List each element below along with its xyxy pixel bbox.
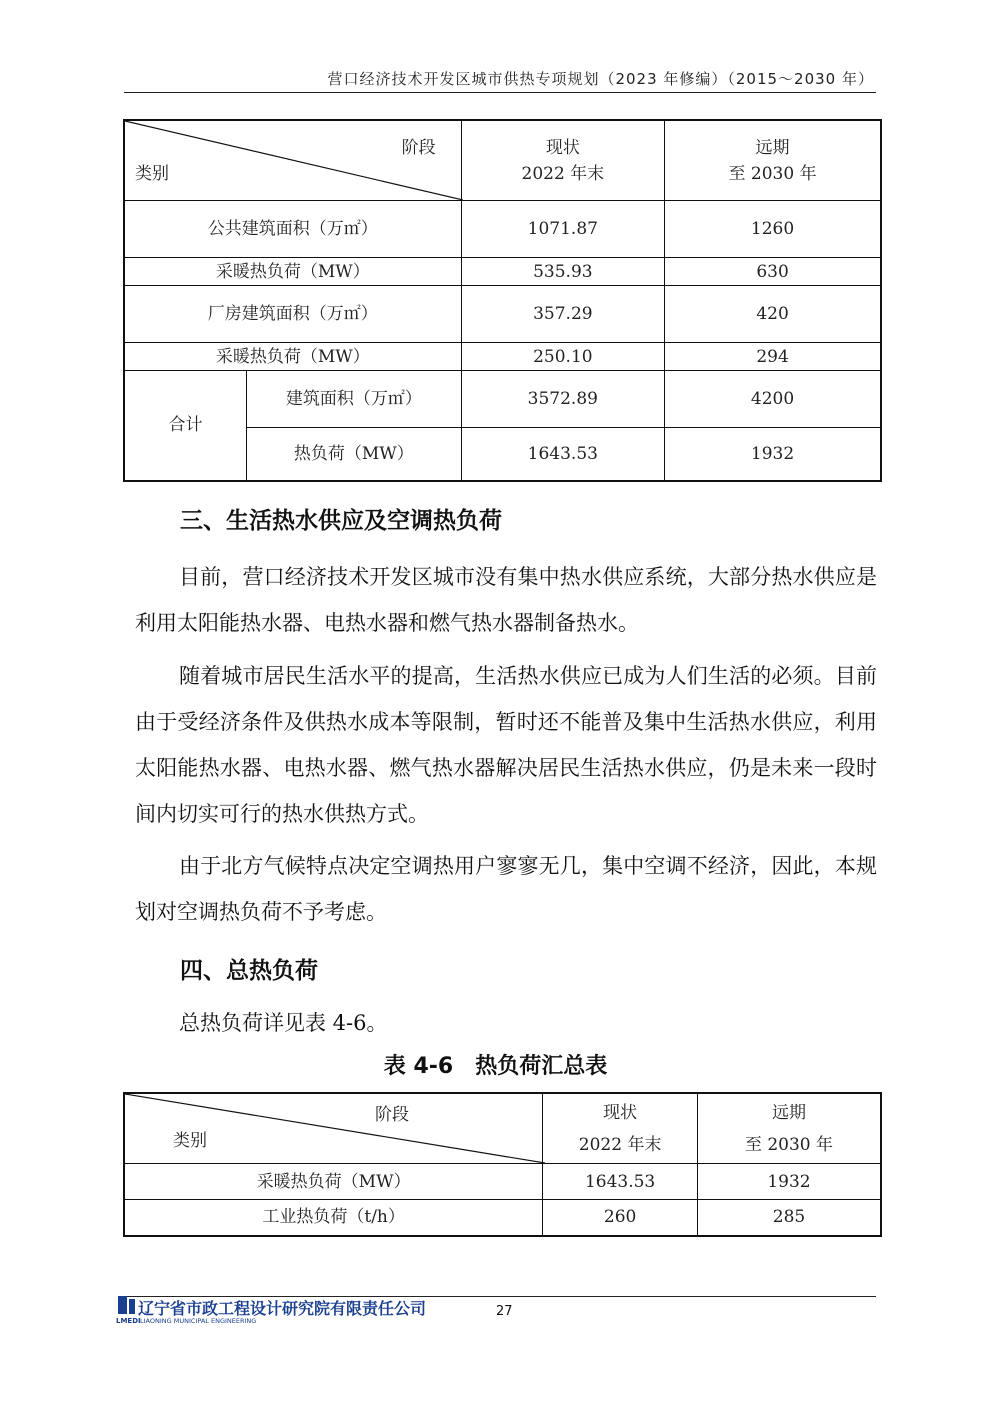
paragraph: 由于北方气候特点决定空调热用户寥寥无几，集中空调不经济，因此，本规划对空调热负荷不予考虑。 bbox=[135, 854, 877, 924]
section-heading-4: 四、总热负荷 bbox=[180, 958, 318, 984]
row-label: 采暖热负荷（MW） bbox=[124, 258, 461, 286]
header-divider bbox=[124, 92, 876, 93]
row-label: 公共建筑面积（万㎡） bbox=[124, 201, 461, 258]
company-name-en: LIAONING MUNICIPAL ENGINEERING bbox=[140, 1317, 257, 1325]
column-header-future-line1: 远期 bbox=[755, 137, 790, 158]
table-caption: 表 4-6 热负荷汇总表 bbox=[383, 1054, 608, 1079]
page-number: 27 bbox=[496, 1304, 513, 1319]
section-heading-3: 三、生活热水供应及空调热负荷 bbox=[180, 508, 502, 534]
column-header-future-line1: 远期 bbox=[771, 1102, 806, 1123]
paragraph: 总热负荷详见表 4-6。 bbox=[179, 1011, 388, 1035]
row-label: 建筑面积（万㎡） bbox=[247, 371, 461, 428]
row-label: 采暖热负荷（MW） bbox=[124, 1164, 543, 1200]
stage-label: 阶段 bbox=[401, 138, 436, 158]
table-row bbox=[124, 343, 881, 371]
category-label: 类别 bbox=[135, 164, 169, 184]
column-header-current-line2: 2022 年末 bbox=[521, 163, 605, 184]
logo-mark-text: LMEDI bbox=[116, 1317, 141, 1325]
paragraph: 随着城市居民生活水平的提高，生活热水供应已成为人们生活的必须。目前由于受经济条件及供热水成本等限制，暂时还不能普及集中生活热水供应，利用太阳能热水器、电热水器、燃气热水器解决居民生活热水供应，仍是未来一段时间内切实可行的热水供热方式。 bbox=[135, 664, 877, 826]
row-label: 工业热负荷（t/h） bbox=[124, 1200, 543, 1236]
heat-load-summary-table bbox=[123, 1092, 882, 1237]
running-header: 营口经济技术开发区城市供热专项规划（2023 年修编）（2015～2030 年） bbox=[327, 70, 874, 88]
category-label: 类别 bbox=[173, 1131, 207, 1151]
row-label: 热负荷（MW） bbox=[247, 428, 461, 481]
column-header-future-line2: 至 2030 年 bbox=[744, 1134, 834, 1155]
cell-current: 1071.87 bbox=[461, 201, 665, 258]
paragraph: 目前，营口经济技术开发区城市没有集中热水供应系统，大部分热水供应是利用太阳能热水器、电热水器和燃气热水器制备热水。 bbox=[135, 565, 877, 635]
column-header-future bbox=[697, 1093, 881, 1164]
cell-future: 285 bbox=[697, 1200, 881, 1236]
table-row bbox=[124, 286, 881, 343]
cell-current: 3572.89 bbox=[461, 371, 665, 428]
column-header-future bbox=[665, 120, 881, 201]
column-header-current-line2: 2022 年末 bbox=[578, 1134, 662, 1155]
stage-label: 阶段 bbox=[375, 1105, 409, 1125]
cell-current: 535.93 bbox=[461, 258, 665, 286]
cell-future: 1932 bbox=[697, 1164, 881, 1200]
column-header-current-line1: 现状 bbox=[545, 137, 580, 158]
company-name: 辽宁省市政工程设计研究院有限责任公司 bbox=[138, 1299, 427, 1318]
table-row bbox=[124, 371, 881, 428]
company-logo bbox=[116, 1296, 446, 1326]
column-header-future-line2: 至 2030 年 bbox=[728, 163, 817, 184]
table-row bbox=[124, 258, 881, 286]
total-label: 合计 bbox=[124, 371, 247, 481]
table-row bbox=[124, 1164, 881, 1200]
cell-future: 1932 bbox=[665, 428, 881, 481]
cell-current: 1643.53 bbox=[543, 1164, 698, 1200]
cell-current: 250.10 bbox=[461, 343, 665, 371]
row-label: 采暖热负荷（MW） bbox=[124, 343, 461, 371]
cell-current: 357.29 bbox=[461, 286, 665, 343]
cell-future: 1260 bbox=[665, 201, 881, 258]
table2-diagonal-header bbox=[124, 1093, 543, 1164]
table-row bbox=[124, 201, 881, 258]
cell-current: 1643.53 bbox=[461, 428, 665, 481]
column-header-current bbox=[543, 1093, 698, 1164]
table1-diagonal-header bbox=[124, 120, 461, 201]
cell-future: 630 bbox=[665, 258, 881, 286]
column-header-current bbox=[461, 120, 665, 201]
cell-current: 260 bbox=[543, 1200, 698, 1236]
table-row bbox=[124, 1200, 881, 1236]
cell-future: 294 bbox=[665, 343, 881, 371]
cell-future: 420 bbox=[665, 286, 881, 343]
column-header-current-line1: 现状 bbox=[603, 1102, 638, 1123]
row-label: 厂房建筑面积（万㎡） bbox=[124, 286, 461, 343]
cell-future: 4200 bbox=[665, 371, 881, 428]
building-area-table bbox=[123, 119, 882, 482]
